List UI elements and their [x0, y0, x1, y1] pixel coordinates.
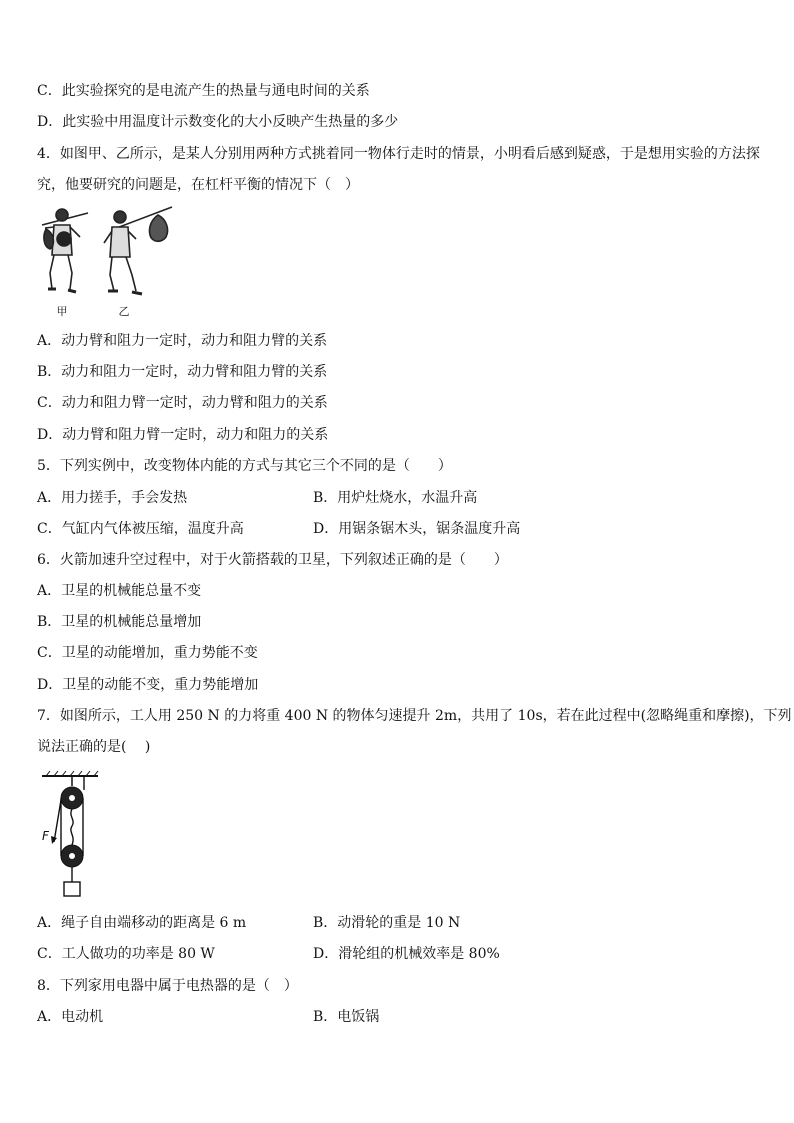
q7-stem-line-1: 7．如图所示，工人用 250 N 的力将重 400 N 的物体匀速提升 2m，共用了 10s，若在此过程中(忽略绳重和摩擦)，下列 — [37, 708, 792, 724]
q7-option-a: A．绳子自由端移动的距离是 6 m — [37, 915, 247, 931]
q5-option-d: D．用锯条锯木头，锯条温度升高 — [313, 521, 521, 537]
q6-option-a: A．卫星的机械能总量不变 — [37, 583, 202, 599]
q7-stem-line-2: 说法正确的是( ) — [37, 739, 151, 755]
q6-option-d: D．卫星的动能不变，重力势能增加 — [37, 677, 259, 693]
force-arrow — [54, 800, 61, 842]
q4-stem-line-2: 究，他要研究的问题是，在杠杆平衡的情况下（ ） — [37, 177, 359, 193]
load-block — [64, 882, 80, 896]
q6-option-b: B．卫星的机械能总量增加 — [37, 614, 202, 630]
q7-pulley-figure — [38, 770, 102, 902]
figure-label-jia: 甲 — [56, 305, 68, 318]
q6-option-c: C．卫星的动能增加，重力势能不变 — [37, 645, 258, 661]
q5-option-c: C．气缸内气体被压缩，温度升高 — [37, 521, 244, 537]
q7-option-b: B．动滑轮的重是 10 N — [313, 915, 461, 931]
person-jia — [42, 209, 88, 292]
q5-option-b: B．用炉灶烧水，水温升高 — [313, 490, 478, 506]
q5-option-a: A．用力搓手，手会发热 — [37, 490, 188, 506]
q8-option-b: B．电饭锅 — [313, 1009, 380, 1025]
q4-option-c: C．动力和阻力臂一定时，动力臂和阻力的关系 — [37, 395, 328, 411]
q7-option-c: C．工人做功的功率是 80 W — [37, 946, 215, 962]
q7-option-d: D．滑轮组的机械效率是 80% — [313, 946, 500, 962]
q4-option-a: A．动力臂和阻力一定时，动力和阻力臂的关系 — [37, 333, 328, 349]
q6-stem: 6．火箭加速升空过程中，对于火箭搭载的卫星，下列叙述正确的是（ ） — [37, 552, 508, 568]
person-yi — [104, 207, 172, 294]
figure-label-yi: 乙 — [118, 305, 130, 318]
q4-option-b: B．动力和阻力一定时，动力臂和阻力臂的关系 — [37, 364, 328, 380]
q4-carrying-figure — [40, 203, 178, 320]
q5-stem: 5．下列实例中，改变物体内能的方式与其它三个不同的是（ ） — [37, 458, 452, 474]
q4-stem-line-1: 4．如图甲、乙所示，是某人分别用两种方式挑着同一物体行走时的情景，小明看后感到疑惑，于是想用实验的方法探 — [37, 146, 760, 162]
q3-option-d: D．此实验中用温度计示数变化的大小反映产生热量的多少 — [37, 114, 399, 130]
force-label: F — [42, 829, 49, 843]
q8-stem: 8．下列家用电器中属于电热器的是（ ） — [37, 978, 298, 994]
q8-option-a: A．电动机 — [37, 1009, 104, 1025]
q4-option-d: D．动力臂和阻力臂一定时，动力和阻力的关系 — [37, 427, 329, 443]
q3-option-c: C．此实验探究的是电流产生的热量与通电时间的关系 — [37, 83, 370, 99]
